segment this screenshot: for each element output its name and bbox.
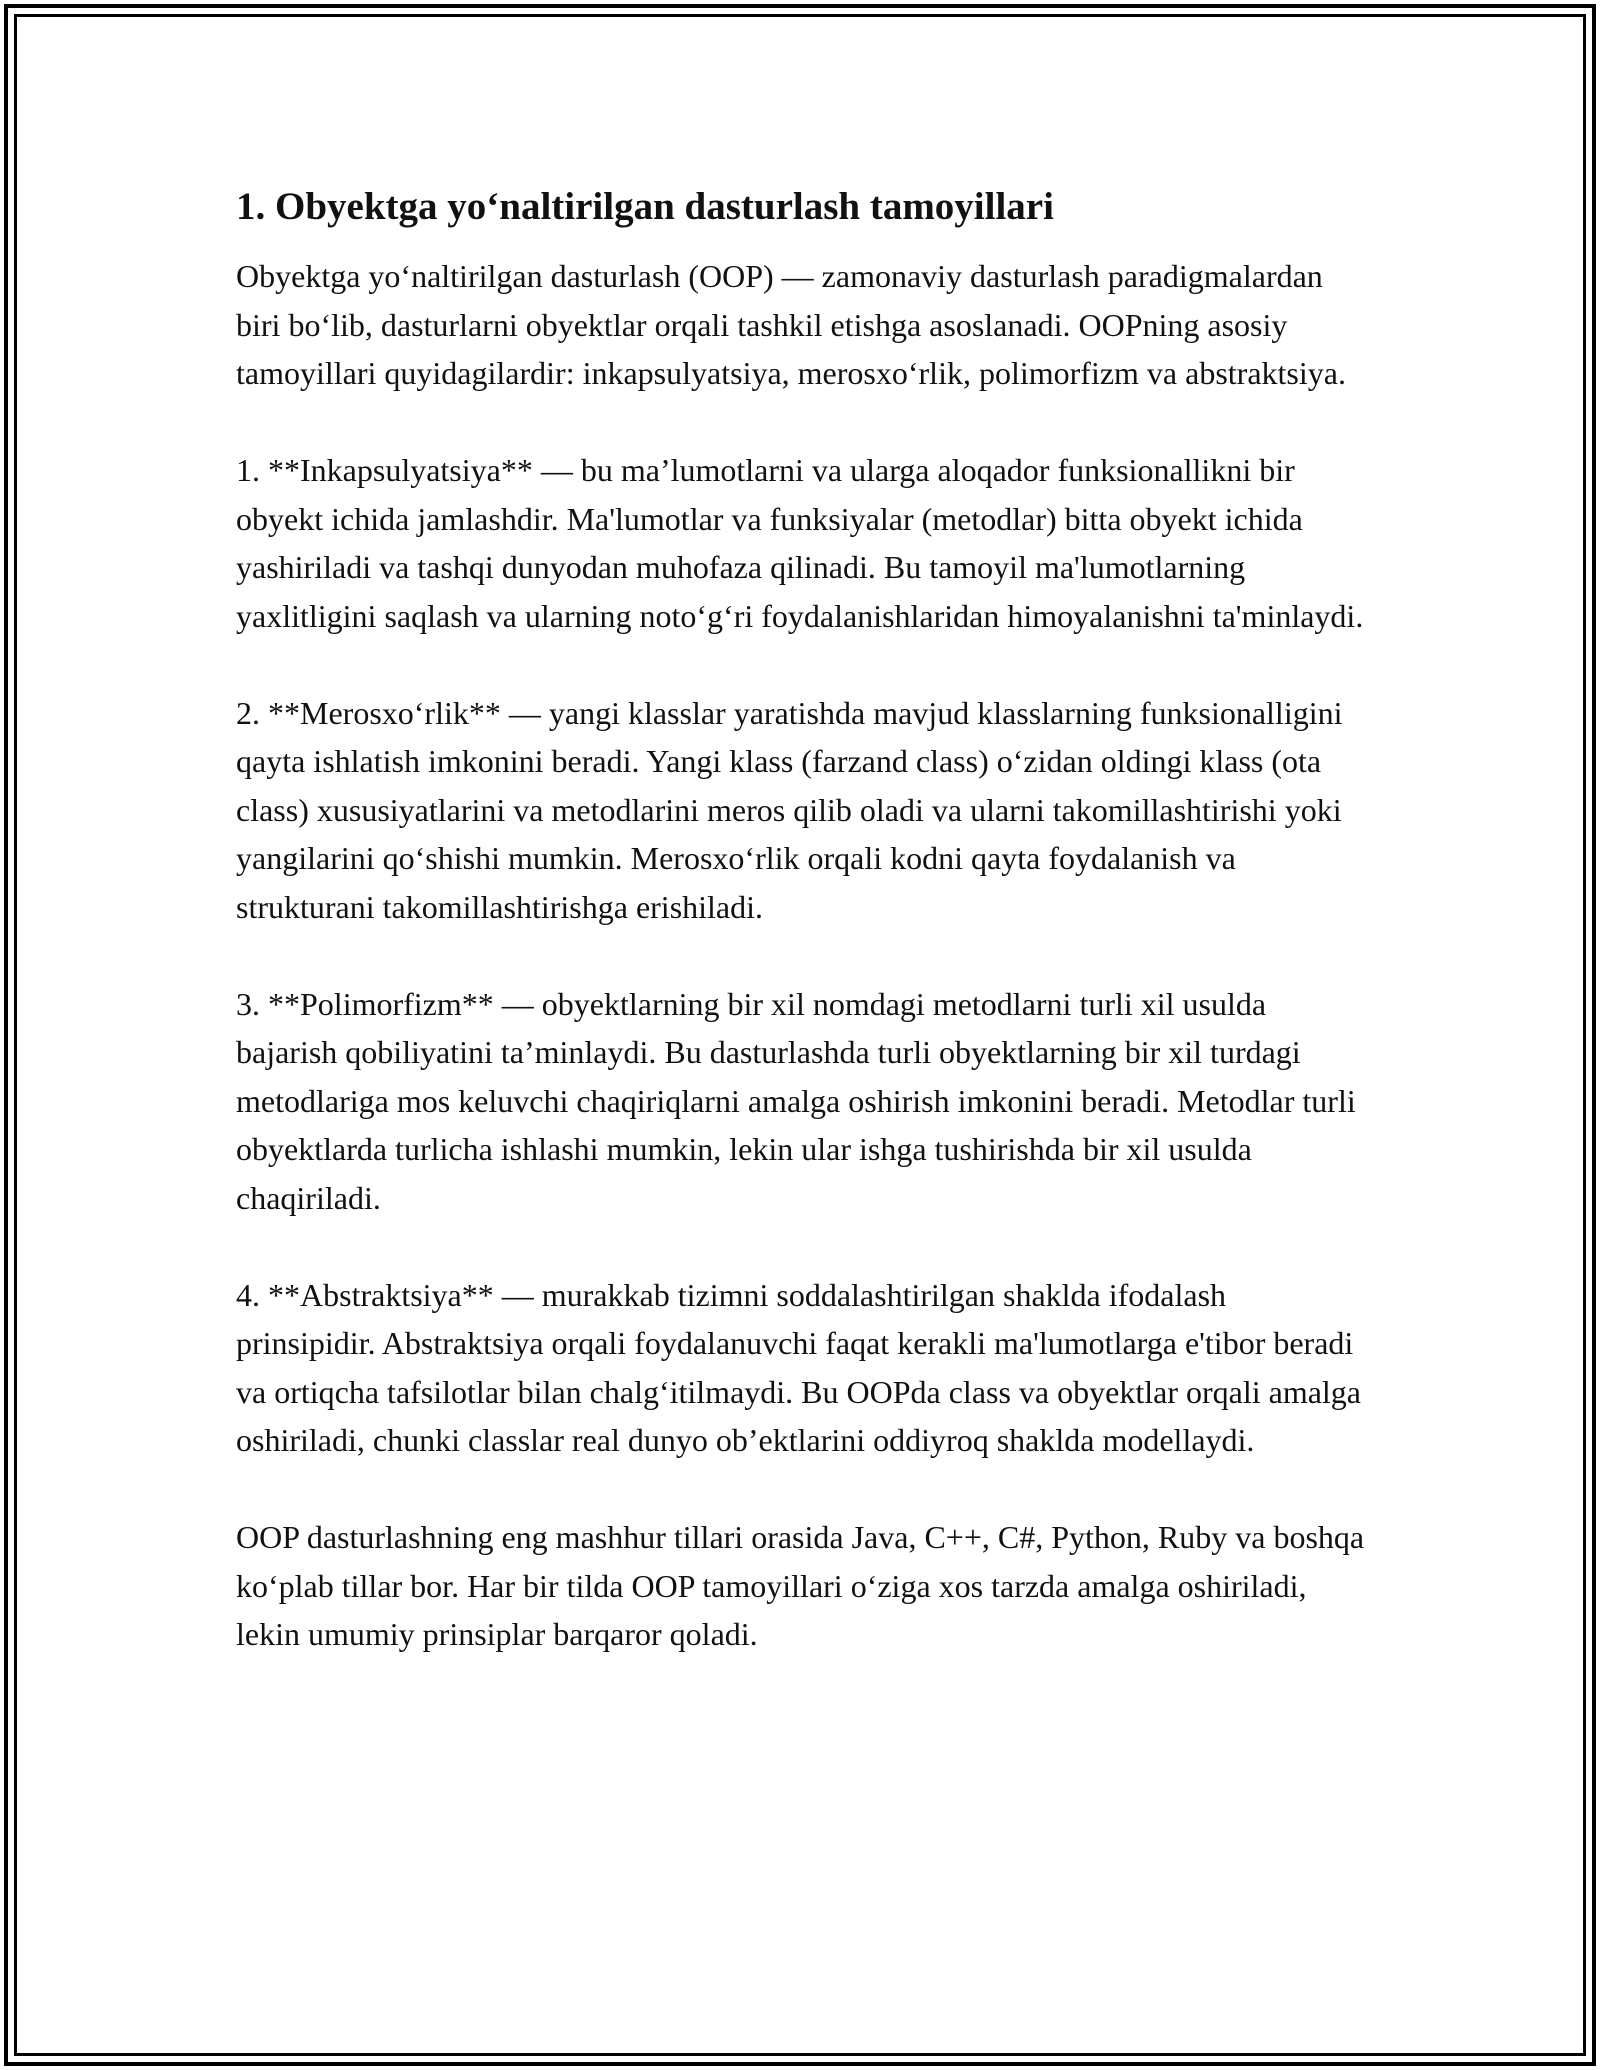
paragraph-intro: Obyektga yo‘naltirilgan dasturlash (OOP) — zamonaviy dasturlash paradigmalardan biri bo‘lib, dasturlarni obyektlar orqali tashkil etishga asoslanadi. OOPning asosiy tamoyillari quyidagilardir: inkapsulyatsiya, merosxo‘rlik, polimorfizm va abstraktsiya. [236,258,1346,391]
document-title: 1. Obyektga yo‘naltirilgan dasturlash tamoyillari [236,185,1054,228]
document-body [236,182,1366,1707]
paragraph-polymorphism: 3. **Polimorfizm** — obyektlarning bir xil nomdagi metodlarni turli xil usulda bajarish qobiliyatini ta’minlaydi. Bu dasturlashda turli obyektlarning bir xil turdagi metodlariga mos keluvchi chaqiriqlarni amalga oshirish imkonini beradi. Metodlar turli obyektlarda turlicha ishlashi mumkin, lekin ular ishga tushirishda bir xil usulda chaqiriladi. [236,985,1356,1216]
paragraph-inheritance: 2. **Merosxo‘rlik** — yangi klasslar yaratishda mavjud klasslarning funksionalligini qayta ishlatish imkonini beradi. Yangi klass (farzand class) o‘zidan oldingi klass (ota class) xususiyatlarini va metodlarini meros qilib oladi va ularni takomillashtirishi yoki yangilarini qo‘shishi mumkin. Merosxo‘rlik orqali kodni qayta foydalanish va strukturani takomillashtirishga erishiladi. [236,694,1343,925]
paragraph-encapsulation: 1. **Inkapsulyatsiya** — bu ma’lumotlarni va ularga aloqador funksionallikni bir obyekt ichida jamlashdir. Ma'lumotlar va funksiyalar (metodlar) bitta obyekt ichida yashiriladi va tashqi dunyodan muhofaza qilinadi. Bu tamoyil ma'lumotlarning yaxlitligini saqlash va ularning noto‘g‘ri foydalanishlaridan himoyalanishni ta'minlaydi. [236,452,1364,634]
paragraph-languages: OOP dasturlashning eng mashhur tillari orasida Java, C++, C#, Python, Ruby va boshqa ko‘plab tillar bor. Har bir tilda OOP tamoyillari o‘ziga xos tarzda amalga oshiriladi, lekin umumiy prinsiplar barqaror qoladi. [236,1519,1365,1652]
paragraph-abstraction: 4. **Abstraktsiya** — murakkab tizimni soddalashtirilgan shaklda ifodalash prinsipidir. Abstraktsiya orqali foydalanuvchi faqat kerakli ma'lumotlarga e'tibor beradi va ortiqcha tafsilotlar bilan chalg‘itilmaydi. Bu OOPda class va obyektlar orqali amalga oshiriladi, chunki classlar real dunyo ob’ektlarini oddiyroq shaklda modellaydi. [236,1276,1361,1458]
